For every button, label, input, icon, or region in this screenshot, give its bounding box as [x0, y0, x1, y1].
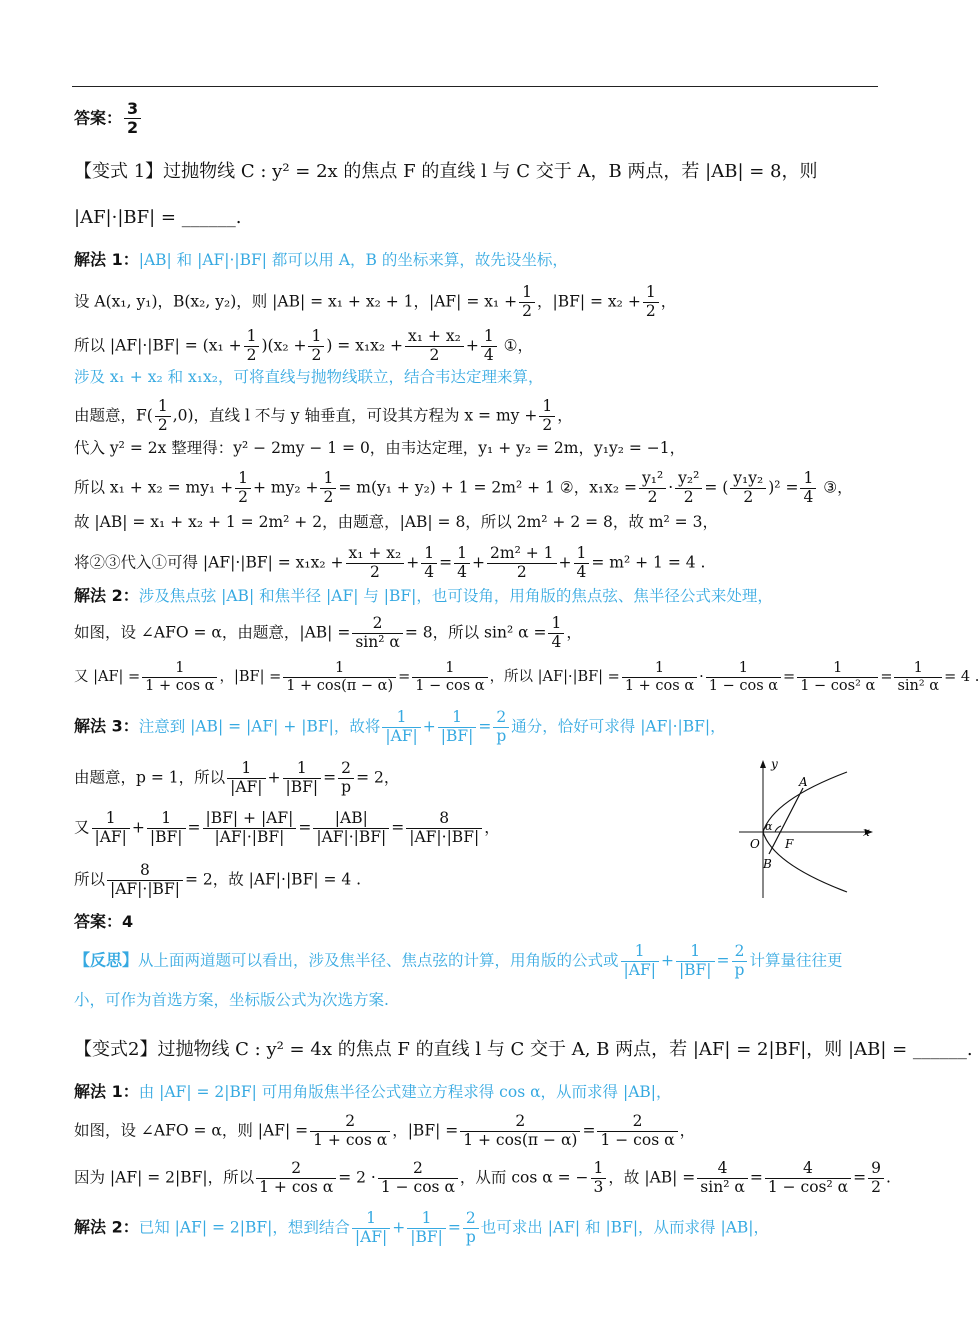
reflection-line2: 小，可作为首选方案，坐标版公式为次选方案.: [74, 991, 389, 1009]
v1-method3-note: 解法 3：注意到 |AB| = |AF| + |BF|，故将 $\frac{1}{|AF|}$ + $\frac{1}{|BF|}$ = $\frac{2}{p}$ 通分，恰好可求得 |AF|·|BF|，: [74, 708, 726, 745]
label-A: A: [799, 775, 808, 789]
label-B: B: [763, 857, 772, 871]
v1-line-substitute: 代入 y² = 2x 整理得：y² − 2my − 1 = 0，由韦达定理，y₁ + y₂ = 2m，y₁y₂ = −1，: [74, 439, 686, 457]
variant1-heading-line2: |AF|·|BF| = ______.: [74, 207, 242, 228]
answer-line-2: 答案：4: [74, 912, 134, 931]
v1-line-ab: 故 |AB| = x₁ + x₂ + 1 = 2m² + 2，由题意，|AB| = 8，所以 2m² + 2 = 8，故 m² = 3，: [74, 513, 718, 531]
v1-line-radii: 又 |AF| = $\frac{1}{\text{1 + cos α}}$ ，|BF| = $\frac{1}{1 + \cos(\pi - \alpha)}$ = $\frac{1}{\text{1 − cos α}}$ ，所以 |AF|·|BF| = $\frac{1}{\text{1 + cos α}}$ · $\frac{1}{\text{1 − cos α}}$ = $\frac{1}{\text{1 − cos² α}}$ = $\frac{1}{\text{sin² α}}$ = 4 .: [74, 660, 979, 694]
v1-line-focus: 由题意，F( $\frac{1}{2}$ ,0)，直线 l 不与 y 轴垂直，可设其方程为 x = my + $\frac{1}{2}$ ，: [74, 397, 573, 434]
label-alpha: α: [765, 820, 773, 833]
v1-method1-note: 解法 1：|AB| 和 |AF|·|BF| 都可以用 A，B 的坐标来算，故先设坐标，: [74, 250, 568, 269]
v2-method1-note: 解法 1：由 |AF| = 2|BF| 可用角版焦半径公式建立方程求得 cos α，从而求得 |AB|，: [74, 1082, 672, 1101]
answer-fraction: $\frac{3}{2}$: [124, 100, 141, 138]
variant1-heading: 【变式 1】过抛物线 C : y² = 2x 的焦点 F 的直线 l 与 C 交于 A，B 两点，若 |AB| = 8，则: [74, 161, 818, 182]
v2-line-radii: 如图，设 ∠AFO = α，则 |AF| = $\frac{2}{\text{1 + cos α}}$ ，|BF| = $\frac{2}{1 + \cos(\pi - \alpha)}$ = $\frac{2}{\text{1 − cos α}}$ ，: [74, 1112, 696, 1149]
v1-line-angle: 如图，设 ∠AFO = α，由题意，|AB| = $\frac{2}{\text{sin² α}}$ = 8，所以 sin² α = $\frac{1}{4}$ ，: [74, 614, 582, 651]
v2-method2-note: 解法 2：已知 |AF| = 2|BF|，想到结合 $\frac{1}{|AF|}$ + $\frac{1}{|BF|}$ = $\frac{2}{p}$ 也可求出 |AF| 和 |BF|，从而求得 |AB|，: [74, 1209, 770, 1246]
v2-line-equation: 因为 |AF| = 2|BF|，所以 $\frac{2}{\text{1 + cos α}}$ = 2 · $\frac{2}{\text{1 − cos α}}$ ，从而 cos α = − $\frac{1}{3}$ ，故 |AB| = $\frac{4}{\text{sin² α}}$ = $\frac{4}{\text{1 − cos² α}}$ = $\frac{9}{2}$ .: [74, 1159, 891, 1196]
v1-line-final: 所以 $\frac{8}{|AF|\cdot|BF|}$ = 2，故 |AF|·|BF| = 4 .: [74, 861, 362, 898]
v1-line-result: 将②③代入①可得 |AF|·|BF| = x₁x₂ + $\frac{\text{x₁ + x₂}}{2}$ + $\frac{1}{4}$ = $\frac{1}{4}$ + $\frac{\text{2m² + 1}}{2}$ + $\frac{1}{4}$ = m² + 1 = 4 .: [74, 544, 706, 581]
v1-method2-note: 解法 2：涉及焦点弦 |AB| 和焦半径 |AF| 与 |BF|，也可设角，用角版的焦点弦、焦半径公式来处理，: [74, 586, 773, 605]
parabola-figure: [733, 757, 878, 900]
reflection: 【反思】从上面两道题可以看出，涉及焦半径、焦点弦的计算，用角版的公式或 $\frac{1}{|AF|}$ + $\frac{1}{|BF|}$ = $\frac{2}{p}$ 计算量往往更: [74, 942, 843, 979]
angle-arc: [775, 826, 781, 832]
v1-line-p: 由题意，p = 1，所以 $\frac{1}{|AF|}$ + $\frac{1}{|BF|}$ = $\frac{2}{p}$ = 2，: [74, 759, 400, 796]
answer-line-1: [74, 100, 143, 138]
answer-label: 答案：: [74, 108, 123, 128]
y-axis-arrow: [760, 760, 766, 768]
v1-line-vieta-note: 涉及 x₁ + x₂ 和 x₁x₂，可将直线与抛物线联立，结合韦达定理来算，: [74, 368, 544, 386]
v1-line-sums: 所以 x₁ + x₂ = my₁ + $\frac{1}{2}$ + my₂ + $\frac{1}{2}$ = m(y₁ + y₂) + 1 = 2m² + 1 ②，x₁x₂ = $\frac{\text{y₁²}}{2}$ · $\frac{\text{y₂²}}{2}$ = ( $\frac{\text{y₁y₂}}{2}$ )² = $\frac{1}{4}$ ③，: [74, 469, 853, 506]
v1-line-set-coordinates: 设 A(x₁, y₁)，B(x₂, y₂)，则 |AB| = x₁ + x₂ + 1，|AF| = x₁ + $\frac{1}{2}$ ，|BF| = x₂ + $\frac{1}{2}$ ，: [74, 283, 677, 320]
v1-line-common-denominator: 又 $\frac{1}{|AF|}$ + $\frac{1}{|BF|}$ = $\frac{|BF| + |AF|}{|AF|\cdot|BF|}$ = $\frac{|AB|}{|AF|\cdot|BF|}$ = $\frac{8}{|AF|\cdot|BF|}$ ，: [74, 809, 500, 846]
top-rule: [72, 86, 878, 87]
label-y: y: [771, 757, 778, 771]
label-F: F: [785, 837, 794, 851]
label-O: O: [750, 837, 760, 851]
label-x: x: [863, 825, 870, 839]
variant2-heading: 【变式2】过抛物线 C : y² = 4x 的焦点 F 的直线 l 与 C 交于 A, B 两点，若 |AF| = 2|BF|，则 |AB| = ______.: [74, 1039, 973, 1060]
v1-line-product: 所以 |AF|·|BF| = (x₁ + $\frac{1}{2}$ )(x₂ + $\frac{1}{2}$ ) = x₁x₂ + $\frac{\text{x₁ + x₂}}{2}$ + $\frac{1}{4}$ ①，: [74, 327, 534, 364]
